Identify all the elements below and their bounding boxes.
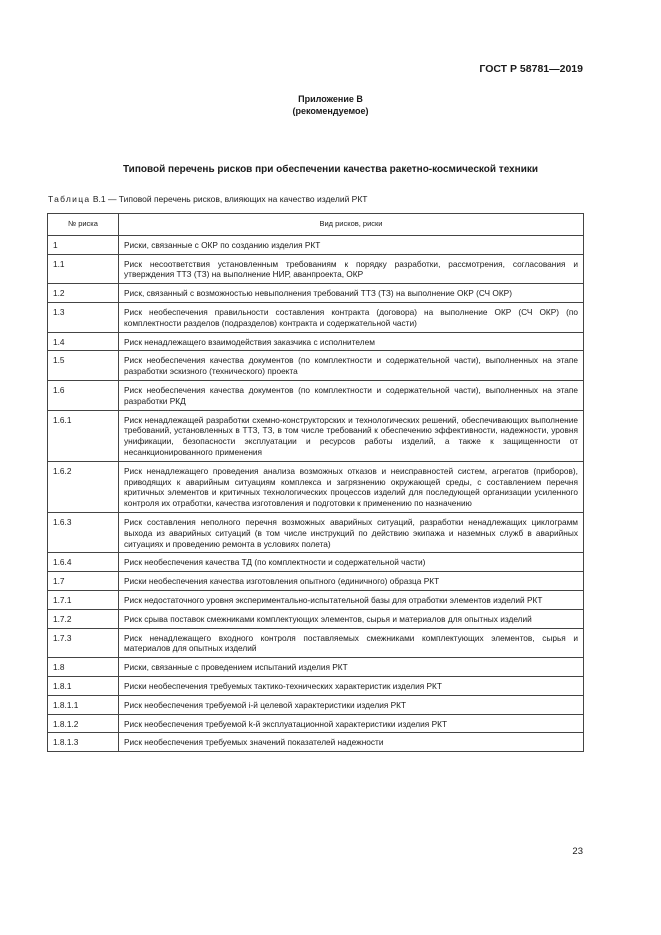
risk-description: Риски необеспечения качества изготовления опытного (единичного) образца РКТ xyxy=(119,572,584,591)
risk-table xyxy=(47,213,584,752)
risk-description: Риск ненадлежащей разработки схемно-конструкторских и технологических решений, обеспечивающих выполнение требований, установленных в ТТЗ, ТЗ, в том числе требований к обеспечению эффективности, надежности, уровня унификации, безопасности эксплуатации и ресурсов работы изделий, а также к защищенности от несанкционированного применения xyxy=(119,410,584,461)
annex-status: (рекомендуемое) xyxy=(292,106,369,116)
risk-number: 1.8 xyxy=(48,658,119,677)
table-row xyxy=(48,590,584,609)
risk-number: 1.4 xyxy=(48,332,119,351)
table-row xyxy=(48,380,584,410)
table-row xyxy=(48,609,584,628)
risk-description: Риск необеспечения качества ТД (по комплектности и содержательной части) xyxy=(119,553,584,572)
risk-description: Риск необеспечения правильности составления контракта (договора) на выполнение ОКР (СЧ ОКР) (по комплектности разделов (подразделов) контракта и содержательной части) xyxy=(119,302,584,332)
table-row xyxy=(48,676,584,695)
page-title: Типовой перечень рисков при обеспечении качества ракетно-космической техники xyxy=(122,164,539,175)
risk-description: Риск необеспечения качества документов (по комплектности и содержательной части), выполненных на этапе разработки эскизного (технического) проекта xyxy=(119,351,584,381)
table-row xyxy=(48,332,584,351)
risk-number: 1.8.1.1 xyxy=(48,695,119,714)
table-row xyxy=(48,628,584,658)
table-row xyxy=(48,235,584,254)
risk-number: 1.7.2 xyxy=(48,609,119,628)
header-risk-number: № риска xyxy=(48,214,119,236)
risk-description: Риск необеспечения требуемой i-й целевой характеристики изделия РКТ xyxy=(119,695,584,714)
table-body xyxy=(48,235,584,751)
risk-number: 1.5 xyxy=(48,351,119,381)
risk-number: 1.8.1.3 xyxy=(48,733,119,752)
table-header-row xyxy=(48,214,584,236)
table-row xyxy=(48,714,584,733)
risk-number: 1.7.1 xyxy=(48,590,119,609)
table-row xyxy=(48,572,584,591)
table-row xyxy=(48,254,584,284)
table-row xyxy=(48,512,584,552)
header-risk-type: Вид рисков, риски xyxy=(119,214,584,236)
risk-description: Риск необеспечения качества документов (по комплектности и содержательной части), выполненных на этапе разработки РКД xyxy=(119,380,584,410)
table-row xyxy=(48,733,584,752)
table-caption-text: — Типовой перечень рисков, влияющих на качество изделий РКТ xyxy=(105,194,368,204)
risk-number: 1.7.3 xyxy=(48,628,119,658)
risk-number: 1.6.2 xyxy=(48,461,119,512)
risk-description: Риски необеспечения требуемых тактико-технических характеристик изделия РКТ xyxy=(119,676,584,695)
risk-number: 1.6.1 xyxy=(48,410,119,461)
table-row xyxy=(48,695,584,714)
annex-heading xyxy=(0,93,661,117)
table-row xyxy=(48,410,584,461)
page-number: 23 xyxy=(572,846,583,857)
risk-number: 1.8.1.2 xyxy=(48,714,119,733)
risk-description: Риск составления неполного перечня возможных аварийных ситуаций, разработки ненадлежащих циклограмм выхода из аварийных ситуаций (в том числе инструкций по действию экипажа и наземных служб в аварийных ситуациях и проведению ремонта в условиях полета) xyxy=(119,512,584,552)
risk-number: 1 xyxy=(48,235,119,254)
risk-description: Риск, связанный с возможностью невыполнения требований ТТЗ (ТЗ) на выполнение ОКР (СЧ ОКР) xyxy=(119,284,584,303)
risk-number: 1.2 xyxy=(48,284,119,303)
risk-number: 1.8.1 xyxy=(48,676,119,695)
risk-number: 1.3 xyxy=(48,302,119,332)
annex-title: Приложение В xyxy=(298,94,363,104)
risk-description: Риск срыва поставок смежниками комплектующих элементов, сырья и материалов для опытных изделий xyxy=(119,609,584,628)
table-caption xyxy=(48,194,368,204)
risk-number: 1.6.4 xyxy=(48,553,119,572)
table-row xyxy=(48,658,584,677)
risk-description: Риск необеспечения требуемых значений показателей надежности xyxy=(119,733,584,752)
table-row xyxy=(48,284,584,303)
risk-description: Риск ненадлежащего проведения анализа возможных отказов и неисправностей систем, агрегатов (приборов), приводящих к аварийным ситуациям комплекса и загрязнению окружающей среды, с составлением перечня критичных элементов и критичных технологических процессов изделий для последующей организации усиленного контроля их отработки, качества изготовления и подготовки к применению по назначению xyxy=(119,461,584,512)
table-row xyxy=(48,351,584,381)
risk-description: Риск несоответствия установленным требованиям к порядку разработки, рассмотрения, согласования и утверждения ТТЗ (ТЗ) на выполнение НИР, аванпроекта, ОКР xyxy=(119,254,584,284)
risk-description: Риск ненадлежащего входного контроля поставляемых смежниками комплектующих элементов, сырья и материалов для опытных изделий xyxy=(119,628,584,658)
risk-description: Риск ненадлежащего взаимодействия заказчика с исполнителем xyxy=(119,332,584,351)
risk-description: Риск необеспечения требуемой k-й эксплуатационной характеристики изделия РКТ xyxy=(119,714,584,733)
risk-description: Риски, связанные с ОКР по созданию изделия РКТ xyxy=(119,235,584,254)
risk-description: Риск недостаточного уровня экспериментально-испытательной базы для отработки элементов изделий РКТ xyxy=(119,590,584,609)
table-caption-prefix: Таблица xyxy=(48,194,91,204)
risk-number: 1.6.3 xyxy=(48,512,119,552)
table-caption-number: В.1 xyxy=(92,194,106,204)
table-row xyxy=(48,553,584,572)
risk-number: 1.1 xyxy=(48,254,119,284)
risk-number: 1.6 xyxy=(48,380,119,410)
risk-description: Риски, связанные с проведением испытаний изделия РКТ xyxy=(119,658,584,677)
table-row xyxy=(48,302,584,332)
table-row xyxy=(48,461,584,512)
standard-code: ГОСТ Р 58781—2019 xyxy=(479,63,583,75)
risk-number: 1.7 xyxy=(48,572,119,591)
